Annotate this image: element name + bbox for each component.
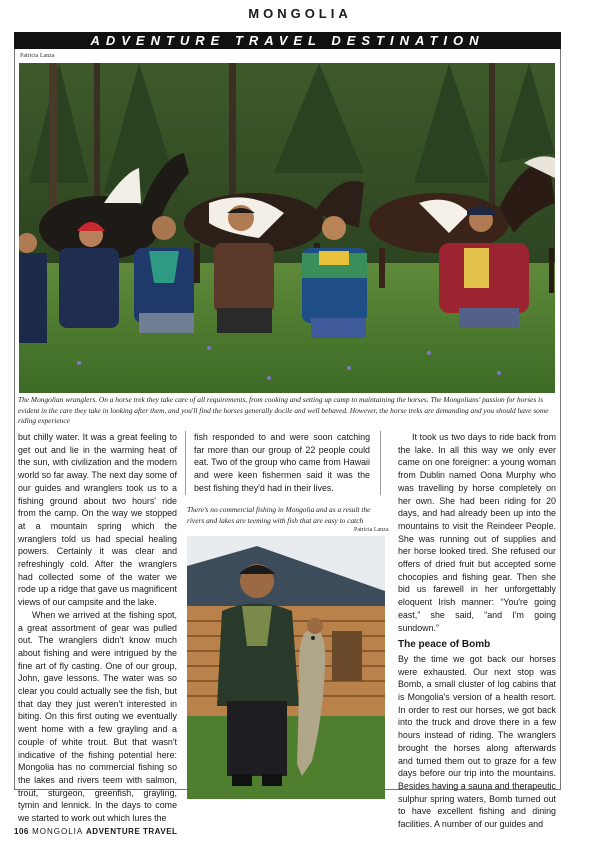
section-kicker: MONGOLIA — [248, 6, 352, 21]
subheading-peace-of-bomb: The peace of Bomb — [398, 639, 491, 651]
col2-paragraph: fish responded to and were soon catching far more than our group of 22 people could eat. Two of the group who came from Hawaii and were keen fishermen said it was the best fishing they'd had in their lives. — [194, 432, 370, 493]
page-footer — [14, 827, 177, 836]
section-banner: ADVENTURE TRAVEL DESTINATION — [14, 32, 561, 49]
wranglers-photo — [19, 63, 555, 393]
article-column-1 — [18, 431, 177, 825]
article-column-3 — [398, 431, 556, 831]
main-photo-credit: Patricia Lanza — [20, 53, 55, 59]
article-column-2 — [194, 431, 370, 495]
col3-body: By the time we got back our horses were exhausted. Our next stop was Bomb, a small cluster of log cabins that is Mongolia's version of a health resort. In order to rest our horses, we got back into the truck and drove there in a few hours instead of riding. The wranglers brought the horses along afterwards and turned them out to graze for a few days before our trip into the mountains. Besides having a sauna and therapeutic sulphur spring waters, Bomb turned out to have excellent fishing and dining facilities. A number of our guides and — [398, 653, 556, 830]
column-rule-1 — [185, 431, 186, 495]
inset-photo-caption: There's no commercial fishing in Mongolia and as a result the rivers and lakes are teeming with fish that are easy to catch — [187, 505, 371, 525]
col1-paragraph-1: but chilly water. It was a great feeling to get out and lie in the warming heat of the sun, with civilization and the modern world so far away. The next day some of our guides and wranglers took us to a fishing ground about two hours' ride from the camp. On the way we stopped at a mountain spring which the wranglers told us had special healing powers. Certainly it was clear and refreshingly cold. After the wranglers had collected some of the water we rode up a ridge that gave us magnificent views of our campsite and the lake. — [18, 432, 177, 608]
footer-section: MONGOLIA — [32, 827, 83, 836]
col1-paragraph-2: When we arrived at the fishing spot, a great assortment of gear was pulled out. The wranglers didn't know much about fishing and were intrigued by the fine art of fly casting. One of our group, John, gave lessons. The water was so clear you could actually see the fish, but that day they just weren't interested in biting. On this first outing we eventually went home with a few grayling and a couple of white trout. But that wasn't indicative of the fishing potential here: Mongolia has no commercial fishing so the lakes and rivers teem with salmon, trout, sturgeon, greenfish, grayling, tymin and lennick. In the days to come we started to work out which lures the — [18, 609, 177, 824]
footer-series: ADVENTURE TRAVEL — [86, 827, 178, 836]
col3-intro: It took us two days to ride back from the lake. In all this way we only ever came on one foreigner: a young woman from Dublin named Oona Murphy who was travelling by horse completely on her own. She had been riding for 20 days, and had already been up into the mountains to visit the Reindeer People. She was running out of supplies and her horse looked tired. She refused our offers of dried fruit but accepted some chocopies and fishing gear. Then she bid us farewell in her unforgettably eloquent Irish manner: “You're going east,” she said, “and I'm going sundown.” — [398, 432, 556, 633]
fisherman-photo — [187, 536, 385, 799]
page-number: 106 — [14, 827, 29, 836]
inset-photo-credit: Patricia Lanza — [354, 527, 389, 533]
column-rule-2 — [380, 431, 381, 495]
main-photo-caption: The Mongolian wranglers. On a horse trek they take care of all requirements, from cooking and setting up camp to maintaining the horses. The Mongolians' passion for horses is evident in the care they take in looking after them, and you'll find the horses generally docile and well behaved. However, the horse treks are demanding and you should have some riding experience — [18, 395, 549, 426]
